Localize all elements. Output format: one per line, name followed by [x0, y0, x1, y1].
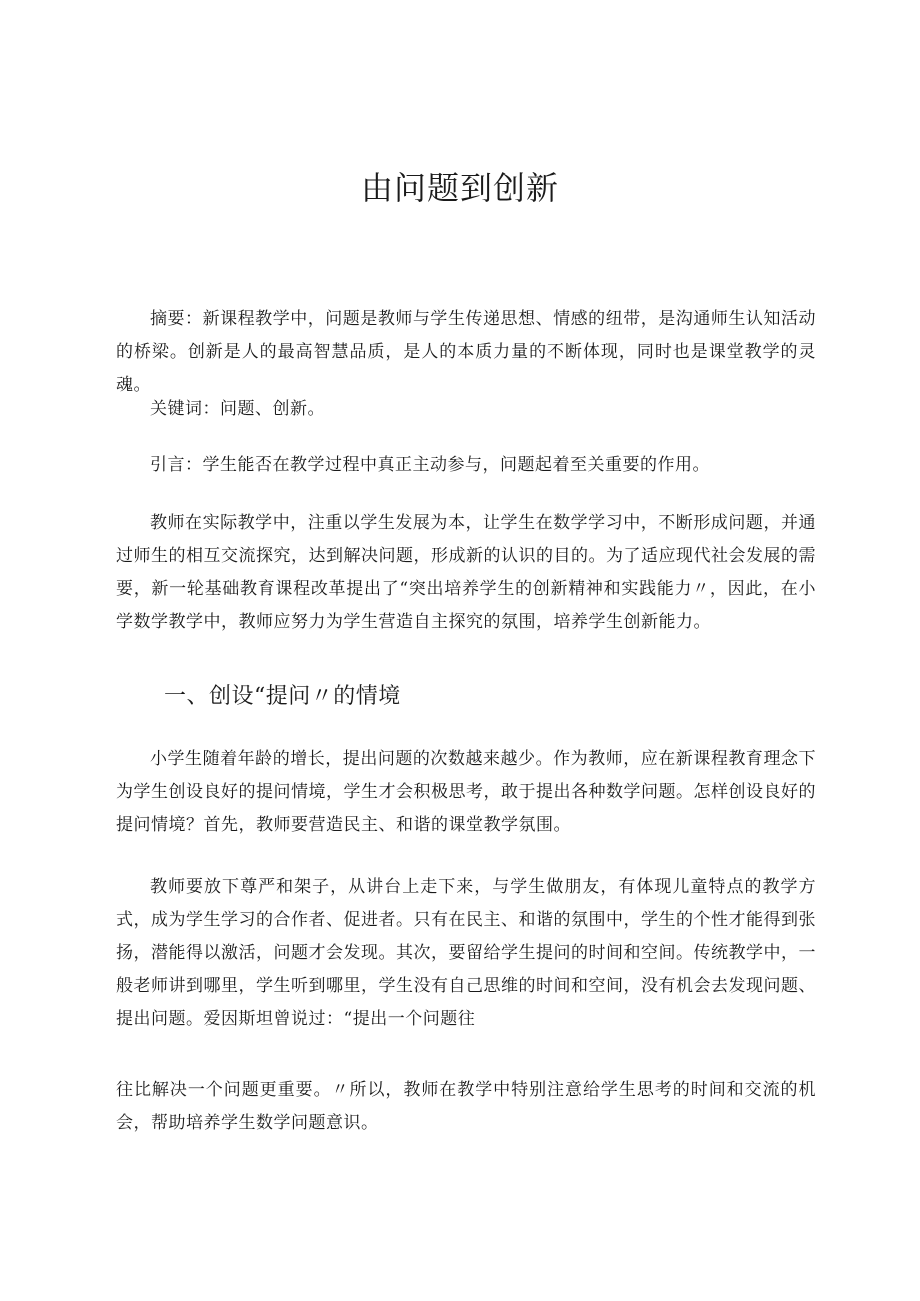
body-paragraph-2: 小学生随着年龄的增长，提出问题的次数越来越少。作为教师，应在新课程教育理念下为学生创设良好的提问情境，学生才会积极思考，敢于提出各种数学问题。怎样创设良好的提问情境？首先，教师要营造民主、和谐的课堂教学氛围。	[116, 749, 816, 835]
introduction-paragraph: 引言：学生能否在教学过程中真正主动参与，问题起着至关重要的作用。	[150, 455, 710, 475]
body-paragraph-4: 往比解决一个问题更重要。〃所以，教师在教学中特别注意给学生思考的时间和交流的机会，帮助培养学生数学问题意识。	[116, 1080, 816, 1133]
document-title: 由问题到创新	[360, 169, 559, 207]
body-paragraph-3: 教师要放下尊严和架子，从讲台上走下来，与学生做朋友，有体现儿童特点的教学方式，成为学生学习的合作者、促进者。只有在民主、和谐的氛围中，学生的个性才能得到张扬，潜能得以激活，问题才会发现。其次，要留给学生提问的时间和空间。传统教学中，一般老师讲到哪里，学生听到哪里，学生没有自己思维的时间和空间，没有机会去发现问题、提出问题。爱因斯坦曾说过：“提出一个问题往	[116, 877, 816, 1029]
abstract-paragraph: 摘要：新课程教学中，问题是教师与学生传递思想、情感的纽带，是沟通师生认知活动的桥梁。创新是人的最高智慧品质，是人的本质力量的不断体现，同时也是课堂教学的灵魂。	[116, 309, 816, 395]
keywords-paragraph: 关键词：问题、创新。	[150, 399, 325, 419]
body-paragraph-1: 教师在实际教学中，注重以学生发展为本，让学生在数学学习中，不断形成问题，并通过师生的相互交流探究，达到解决问题，形成新的认识的目的。为了适应现代社会发展的需要，新一轮基础教育课程改革提出了“突出培养学生的创新精神和实践能力〃，因此，在小学数学教学中，教师应努力为学生营造自主探究的氛围，培养学生创新能力。	[116, 513, 816, 632]
section-1-heading: 一、创设“提问〃的情境	[164, 684, 401, 709]
